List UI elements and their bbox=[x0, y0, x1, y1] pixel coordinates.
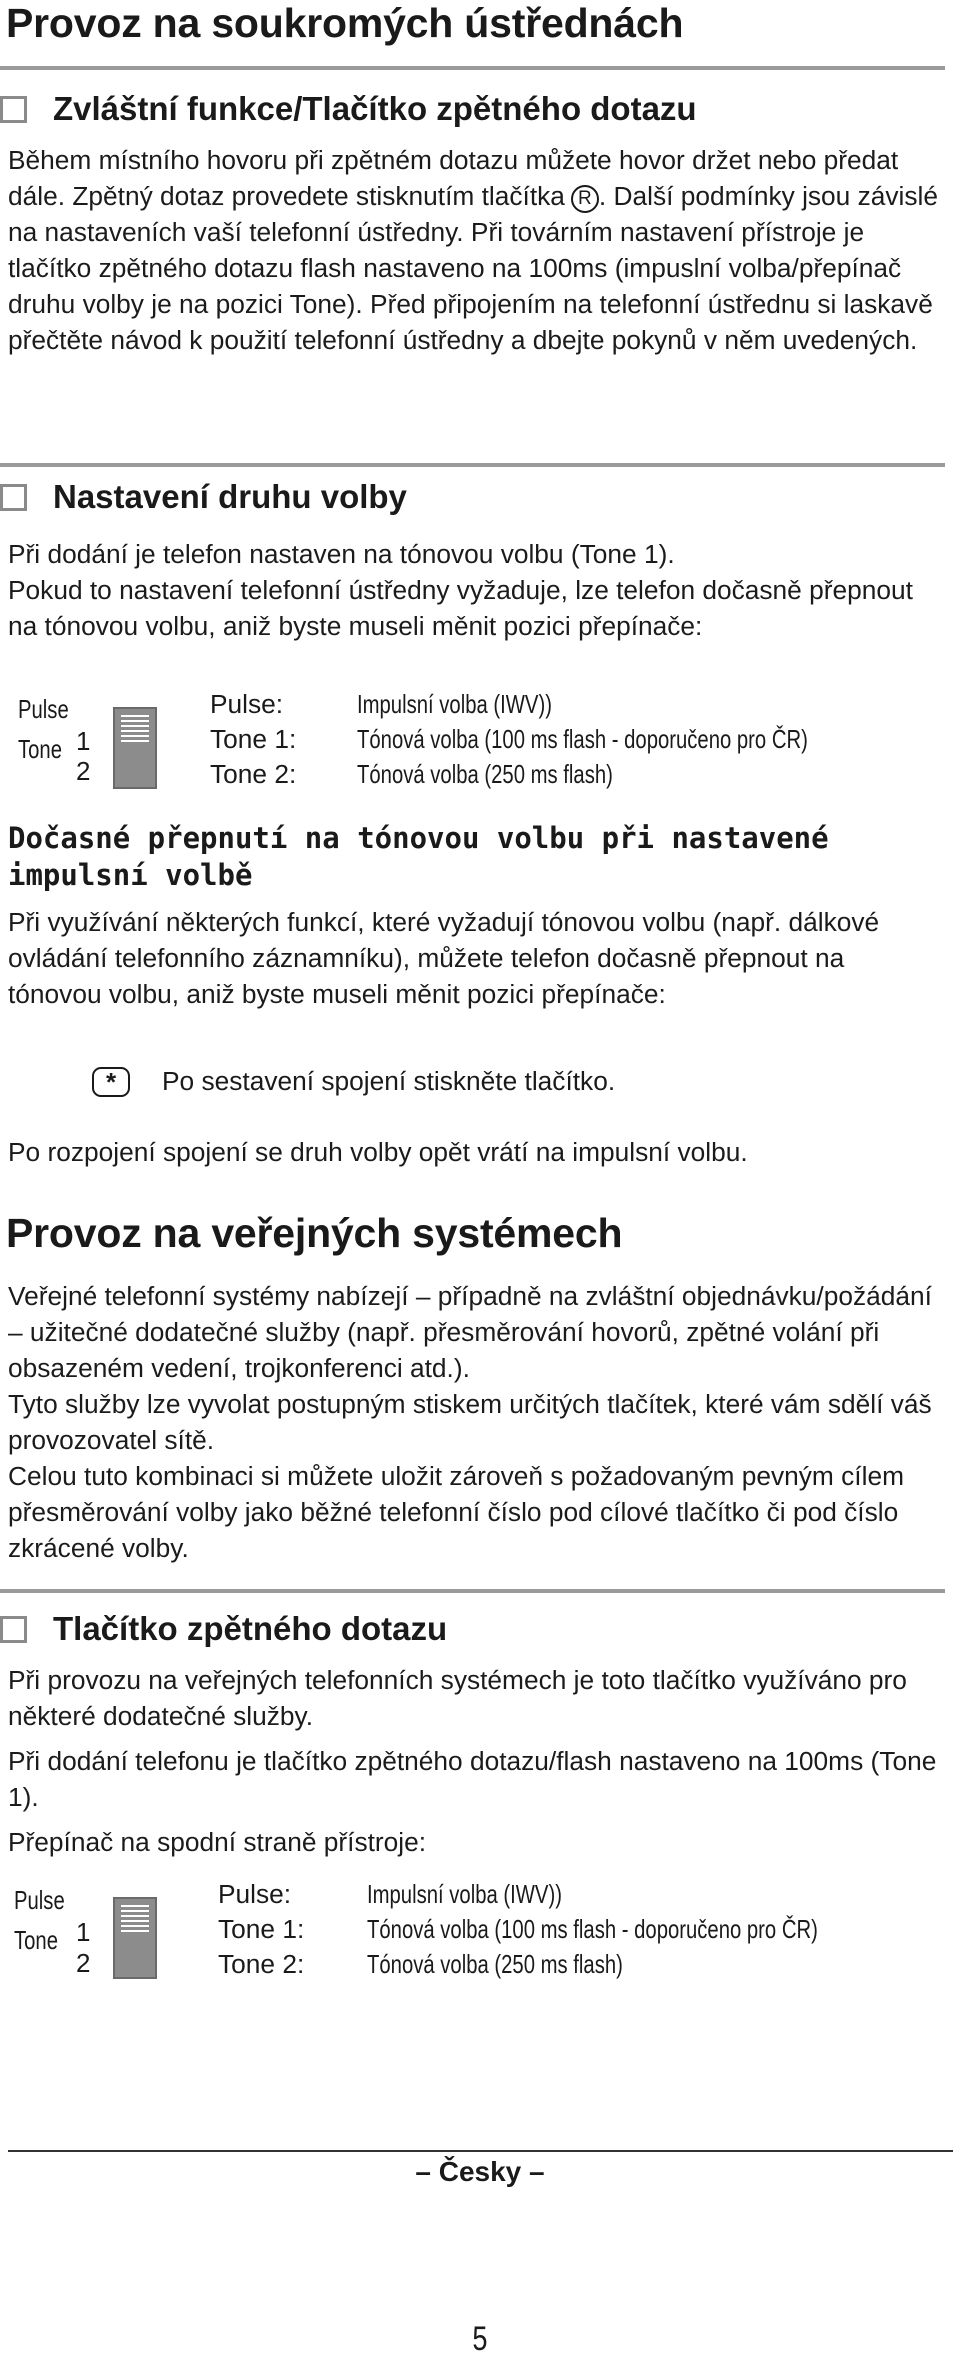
switch-label-pulse: Pulse bbox=[14, 1885, 65, 1915]
recall-key-icon: R bbox=[571, 185, 599, 213]
subsection-title: Zvláštní funkce/Tlačítko zpětného dotazu bbox=[53, 90, 697, 127]
mode-description: Tónová volba (250 ms flash) bbox=[367, 1949, 623, 1979]
mode-description: Tónová volba (100 ms flash - doporučeno pro ČR) bbox=[357, 724, 808, 754]
recall-key-paragraph: Přepínač na spodní straně přístroje: bbox=[8, 1827, 427, 1857]
temporary-switch-paragraph: Při využívání některých funkcí, které vyžadují tónovou volbu (např. dálkové ovládání telefonního záznamníku), můžete telefon dočasně přepnout na tónovou volbu, aniž byste museli měnit pozici přepínače: bbox=[8, 907, 880, 1009]
mode-name: Tone 2: bbox=[210, 759, 297, 789]
switch-position-1: 1 bbox=[76, 1917, 91, 1947]
mode-name: Tone 2: bbox=[218, 1949, 305, 1979]
star-key-icon: * bbox=[92, 1067, 130, 1097]
mode-description: Tónová volba (100 ms flash - doporučeno pro ČR) bbox=[367, 1914, 818, 1944]
subsection-heading bbox=[0, 90, 697, 128]
public-systems-paragraph: Tyto služby lze vyvolat postupným stiskem určitých tlačítek, které vám sdělí váš provozovatel sítě. bbox=[8, 1389, 932, 1455]
dial-default-paragraph: Při dodání je telefon nastaven na tónovou volbu (Tone 1). bbox=[8, 539, 675, 569]
subsection-heading bbox=[0, 1610, 447, 1648]
section-divider bbox=[0, 463, 945, 467]
recall-key-paragraph: Při dodání telefonu je tlačítko zpětného dotazu/flash nastaveno na 100ms (Tone 1). bbox=[8, 1746, 937, 1812]
section-title: Provoz na veřejných systémech bbox=[6, 1210, 623, 1256]
switch-knob bbox=[121, 715, 149, 745]
switch-label-tone: Tone bbox=[14, 1925, 58, 1955]
footer-language: – Česky – bbox=[415, 2156, 545, 2187]
switch-label-pulse: Pulse bbox=[18, 694, 69, 724]
mode-name: Pulse: bbox=[210, 689, 284, 719]
switch-label-tone: Tone bbox=[18, 734, 62, 764]
recall-key-paragraph: Při provozu na veřejných telefonních systémech je toto tlačítko využíváno pro některé dodatečné služby. bbox=[8, 1665, 907, 1731]
switch-position-1: 1 bbox=[76, 726, 91, 756]
mode-name: Tone 1: bbox=[210, 724, 297, 754]
subsection-title: Nastavení druhu volby bbox=[53, 478, 407, 515]
temporary-switch-heading: Dočasné přepnutí na tónovou volbu při nastavené impulsní volbě bbox=[8, 821, 829, 892]
public-systems-paragraph: Veřejné telefonní systémy nabízejí – případně na zvláštní objednávku/požádání – užitečné dodatečné služby (např. přesměrování hovorů, zpětné volání při obsazeném vedení, trojkonferenci atd.). bbox=[8, 1281, 932, 1383]
section-divider bbox=[0, 66, 945, 70]
checkbox-bullet-icon bbox=[0, 484, 27, 511]
checkbox-bullet-icon bbox=[0, 96, 27, 123]
star-key-instruction: Po sestavení spojení stiskněte tlačítko. bbox=[162, 1066, 616, 1096]
switch-position-2: 2 bbox=[76, 756, 91, 786]
special-function-paragraph: Během místního hovoru při zpětném dotazu můžete hovor držet nebo předat dále. Zpětný dotaz provedete stisknutím tlačítka R . Další podmínky jsou závislé na nastaveních vaší telefonní ústředny. Při továrním nastavení přístroje je tlačítko zpětného dotazu flash nastaveno na 100ms (impuslní volba/přepínač druhu volby je na pozici Tone). Před připojením na telefonní ústřednu si laskavě přečtěte návod k použití telefonní ústředny a dbejte pokynů v něm uvedených. bbox=[8, 145, 938, 355]
mode-name: Pulse: bbox=[218, 1879, 292, 1909]
after-disconnect-paragraph: Po rozpojení spojení se druh volby opět vrátí na impulsní volbu. bbox=[8, 1137, 748, 1167]
subsection-heading bbox=[0, 478, 407, 516]
footer-divider bbox=[8, 2150, 953, 2152]
mode-description: Impulsní volba (IWV)) bbox=[357, 689, 552, 719]
mode-description: Impulsní volba (IWV)) bbox=[367, 1879, 562, 1909]
page-title: Provoz na soukromých ústřednách bbox=[6, 0, 684, 46]
dial-switch-paragraph: Pokud to nastavení telefonní ústředny vyžaduje, lze telefon dočasně přepnout na tónovou volbu, aniž byste museli měnit pozici přepínače: bbox=[8, 575, 913, 641]
public-systems-paragraph: Celou tuto kombinaci si můžete uložit zároveň s požadovaným pevným cílem přesměrování volby jako běžné telefonní číslo pod cílové tlačítko či pod číslo zkrácené volby. bbox=[8, 1461, 904, 1563]
checkbox-bullet-icon bbox=[0, 1616, 27, 1643]
switch-position-2: 2 bbox=[76, 1948, 91, 1978]
switch-knob bbox=[121, 1905, 149, 1935]
subsection-title: Tlačítko zpětného dotazu bbox=[53, 1610, 448, 1647]
page-number: 5 bbox=[472, 2320, 488, 2358]
mode-description: Tónová volba (250 ms flash) bbox=[357, 759, 613, 789]
dial-mode-switch bbox=[113, 1897, 157, 1979]
mode-name: Tone 1: bbox=[218, 1914, 305, 1944]
section-divider bbox=[0, 1589, 945, 1593]
dial-mode-switch bbox=[113, 707, 157, 789]
